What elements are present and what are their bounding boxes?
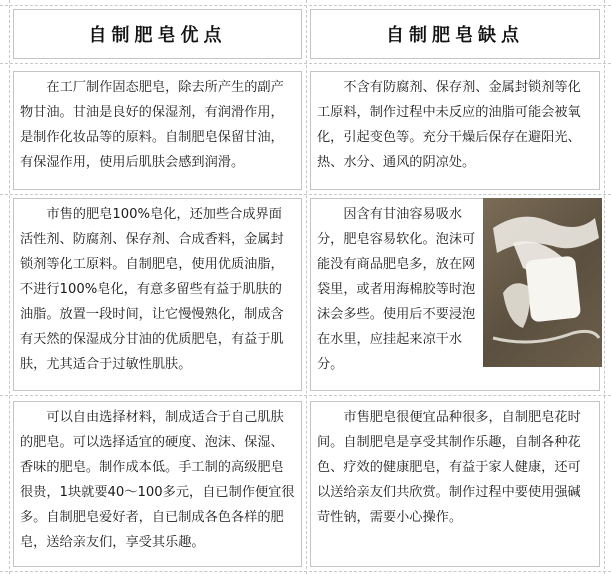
pro-cell-3 xyxy=(13,401,302,567)
grid-line xyxy=(0,194,611,195)
grid-line xyxy=(0,395,611,396)
con-text-1: 不含有防腐剂、保存剂、金属封锁剂等化工原料，制作过程中未反应的油脂可能会被氧化，引起变色等。充分干燥后保存在避阳光、热、水分、通风的阴凉处。 xyxy=(317,80,581,170)
grid-line xyxy=(604,0,605,574)
pro-cell-1 xyxy=(13,71,302,190)
grid-line xyxy=(0,571,611,572)
con-text-3: 市售肥皂很便宜品种很多，自制肥皂花时间。自制肥皂是享受其制作乐趣，自制各种花色、疗效的健康肥皂，有益于家人健康，还可以送给亲友们共欣赏。制作过程中要使用强碱苛性钠，需要小心操作。 xyxy=(317,410,581,525)
soap-photo xyxy=(483,198,602,367)
pro-text-3: 可以自由选择材料，制成适合于自己肌肤的肥皂。可以选择适宜的硬度、泡沫、保湿、香味的肥皂。制作成本低。手工制的高级肥皂很贵，1块就要40～100多元，自已制作便宜很多。自制肥皂爱好者，自已制成各色各样的肥皂，送给亲友们，享受其乐趣。 xyxy=(20,410,295,550)
pro-cell-2 xyxy=(13,198,302,391)
grid-line xyxy=(0,5,611,6)
grid-line xyxy=(306,0,307,574)
cons-header: 自制肥皂缺点 xyxy=(310,9,600,59)
pro-text-1: 在工厂制作固态肥皂，除去所产生的副产物甘油。甘油是良好的保湿剂，有润滑作用，是制作化妆品等的原料。自制肥皂保留甘油，有保湿作用，使用后肌肤会感到润滑。 xyxy=(20,80,284,170)
grid-line xyxy=(0,63,611,64)
con-cell-3 xyxy=(310,401,600,567)
pros-header: 自制肥皂优点 xyxy=(13,9,302,59)
pro-text-2: 市售的肥皂100%皂化，还加些合成界面活性剂、防腐剂、保存剂、合成香料，金属封锁剂等化工原料。自制肥皂，使用优质油脂，不进行100%皂化，有意多留些有益于肌肤的油脂。放置一段时间，让它慢慢熟化，制成含有天然的保湿成分甘油的优质肥皂，有益于肌肤，尤其适合于过敏性肌肤。 xyxy=(20,207,284,372)
grid-line xyxy=(9,0,10,574)
con-text-2: 因含有甘油容易吸水分，肥皂容易软化。泡沫可能没有商品肥皂多，放在网袋里，或者用海棉胶等时泡沫会多些。使用后不要浸泡在水里，应挂起来凉干水分。 xyxy=(317,207,476,372)
con-cell-1 xyxy=(310,71,600,190)
